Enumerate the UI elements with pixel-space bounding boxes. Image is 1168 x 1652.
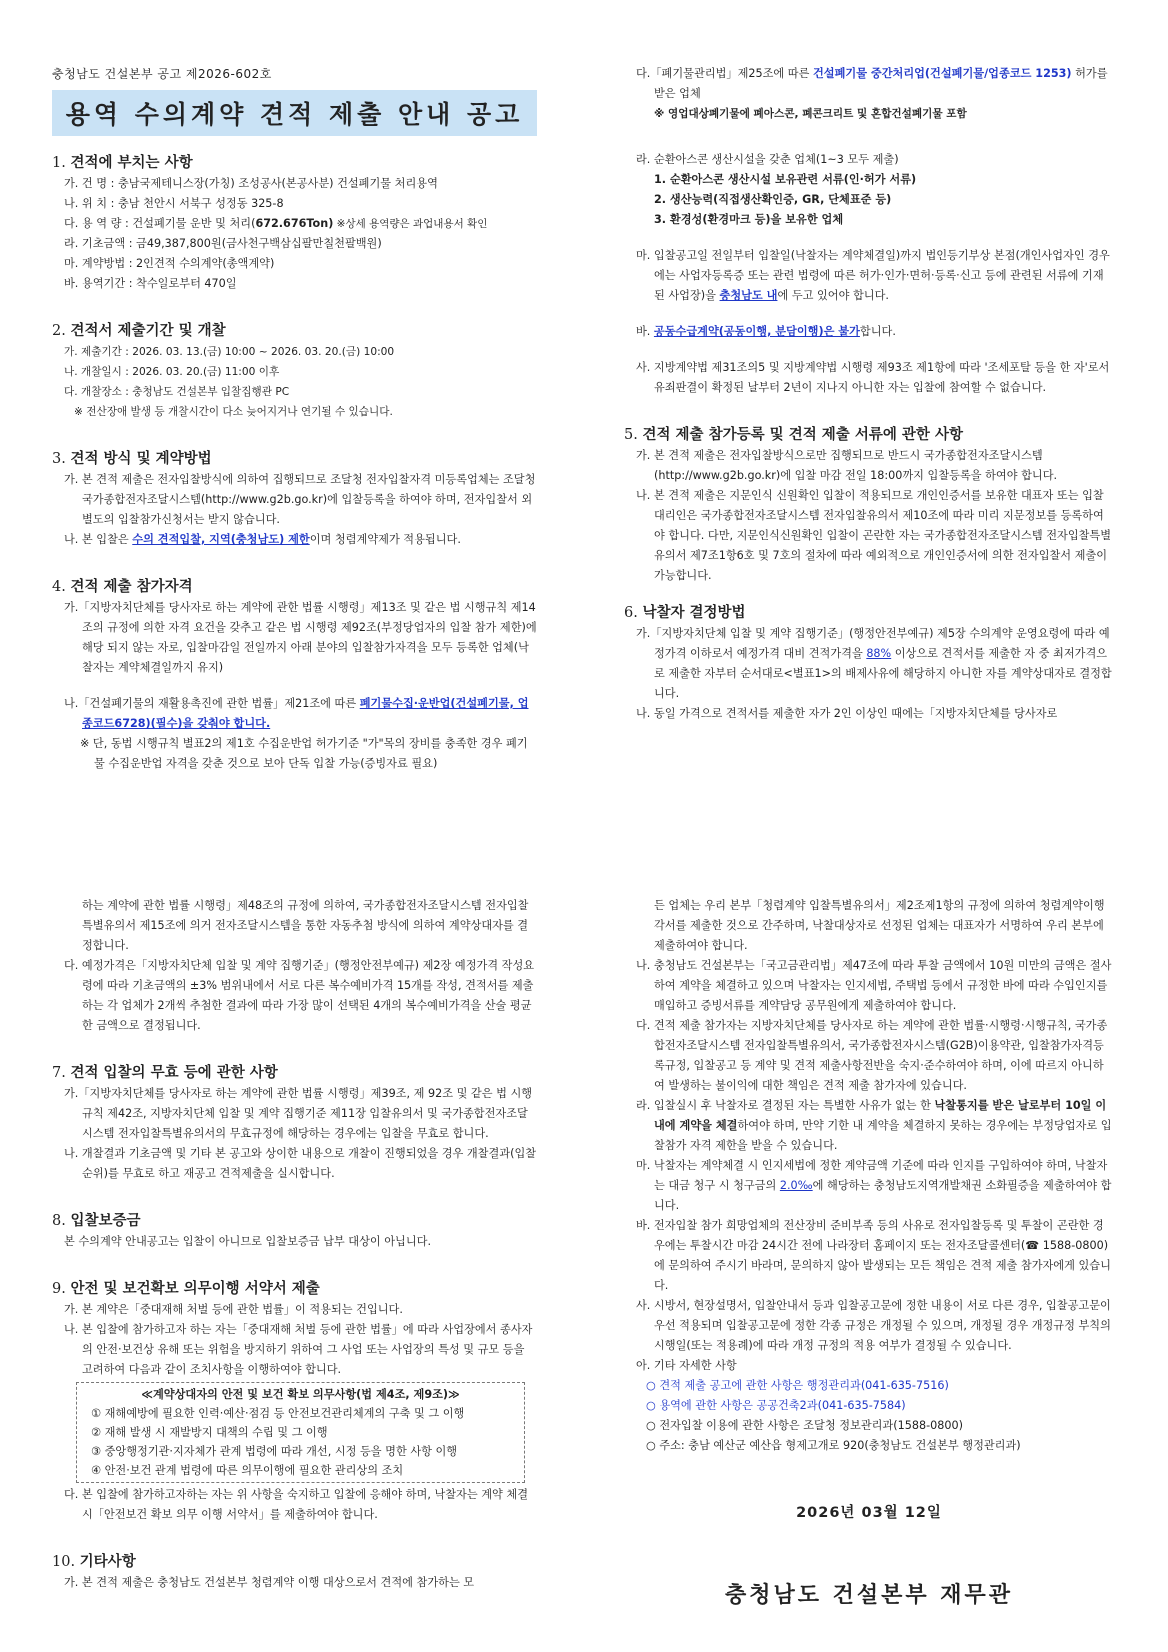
safety-item-4: ④ 안전·보건 관계 법령에 따른 의무이행에 필요한 관리상의 조치 — [91, 1464, 404, 1477]
s1-item-da: 다. 용 역 량 : 건설폐기물 운반 및 처리(672.676Ton) ※상세 용역량은 과업내용서 확인 — [64, 217, 488, 230]
s1-item-ma: 마. 계약방법 : 2인견적 수의계약(총액계약) — [64, 257, 275, 270]
s10-item-a: 아. 기타 자세한 사항 — [636, 1359, 737, 1372]
s4-item-ra: 라. 순환아스콘 생산시설을 갖춘 업체(1~3 모두 제출) — [636, 153, 899, 166]
s4-joint-link: 공동수급계약(공동이행, 분담이행)은 불가 — [653, 325, 860, 338]
s1-item-na: 나. 위 치 : 충남 천안시 서북구 성정동 325-8 — [64, 197, 284, 210]
notice-number: 충청남도 건설본부 공고 제2026-602호 — [52, 67, 272, 81]
safety-box-title: ≪계약상대자의 안전 및 보건 확보 의무사항(법 제4조, 제9조)≫ — [141, 1388, 460, 1401]
s4-ra-1: 1. 순환아스콘 생산시설 보유관련 서류(인·허가 서류) — [654, 173, 917, 186]
contact-service: ○ 용역에 관한 사항은 공공건축2과(041-635-7584) — [646, 1399, 906, 1412]
s10-bond-rate: 2.0‰ — [779, 1179, 813, 1192]
s4-item-ga: 가.「지방자치단체를 당사자로 하는 계약에 관한 법률 시행령」제13조 및 같은 법 시행규칙 제14조의 규정에 의한 자격 요건을 갖추고 같은 법 시행령 제92조(부정당업자의 입찰 참가 제한)에 해당 되지 않는 자로, 입찰마감일 전일까지 아래 분야의 입찰참가자격을 모두 등록한 업체(낙찰자는 계약체결일까지 유지) — [64, 601, 537, 674]
section-4-title: 4. 견적 제출 참가자격 — [52, 579, 193, 595]
s1-item-ra: 라. 기초금액 : 금49,387,800원(금사천구백삼십팔만칠천팔백원) — [64, 237, 382, 250]
s10-item-da: 다. 견적 제출 참가자는 지방자치단체를 당사자로 하는 계약에 관한 법률·시행령·시행규칙, 국가종합전자조달시스템 전자입찰특별유의서, 국가종합전자시스템(G2B)이용약관, 입찰참가자격등록규정, 입찰공고 등 계약 및 견적 제출사항전반을 숙지·준수하여야 하며, 이에 따르지 아니하여 발생하는 불이익에 대한 책임은 견적 제출 참가자에 있습니다. — [636, 1019, 1108, 1092]
s4-ra-3: 3. 환경성(환경마크 등)을 보유한 업체 — [654, 213, 844, 226]
section-5-title: 5. 견적 제출 참가등록 및 견적 제출 서류에 관한 사항 — [624, 427, 963, 443]
contact-notice: ○ 견적 제출 공고에 관한 사항은 행정관리과(041-635-7516) — [646, 1379, 949, 1392]
s4-note: ※ 단, 동법 시행규칙 별표2의 제1호 수집운반업 허가기준 "가"목의 장비를 충족한 경우 폐기물 수집운반업 자격을 갖춘 것으로 보아 단독 입찰 가능(증빙자료 필요) — [80, 737, 528, 770]
s3-item-ga: 가. 본 견적 제출은 전자입찰방식에 의하여 집행되므로 조달청 전자입찰자격 미등록업체는 조달청 국가종합전자조달시스템(http://www.g2b.go.kr)에 입찰등록을 하여야 하며, 전자입찰서 외 별도의 입찰참가신청서는 받지 않습니다. — [64, 473, 536, 526]
safety-item-3: ③ 중앙행정기관·지자체가 관계 법령에 따라 개선, 시정 등을 명한 사항 이행 — [91, 1445, 458, 1458]
section-2-title: 2. 견적서 제출기간 및 개찰 — [52, 323, 226, 339]
s1-item-ba: 바. 용역기간 : 착수일로부터 470일 — [64, 277, 237, 290]
section-8-title: 8. 입찰보증금 — [52, 1213, 141, 1229]
issue-date: 2026년 03월 12일 — [796, 1504, 942, 1521]
contact-address: ○ 주소: 충남 예산군 예산읍 형제고개로 920(충청남도 건설본부 행정관리과) — [646, 1439, 1021, 1452]
s1-item-ga: 가. 건 명 : 충남국제테니스장(가칭) 조성공사(본공사분) 건설폐기물 처리용역 — [64, 177, 438, 190]
s6-item-na-cont: 하는 계약에 관한 법률 시행령」제48조의 규정에 의하여, 국가종합전자조달시스템 전자입찰특별유의서 제15조에 의거 전자조달시스템을 통한 자동추첨 방식에 의하여 계약상대자를 결정합니다. — [82, 899, 529, 952]
s2-item-ga: 가. 제출기간 : 2026. 03. 13.(금) 10:00 ~ 2026. 03. 20.(금) 10:00 — [64, 346, 395, 358]
contact-ebid: ○ 전자입찰 이용에 관한 사항은 조달청 정보관리과(1588-0800) — [646, 1419, 963, 1432]
s6-item-na-start: 나. 동일 가격으로 견적서를 제출한 자가 2인 이상인 때에는「지방자치단체를 당사자로 — [636, 707, 1058, 720]
s10-item-ma: 마. 낙찰자는 계약체결 시 인지세법에 정한 계약금액 기준에 따라 인지를 구입하여야 하며, 낙찰자는 대금 청구 시 청구금의 2.0‰에 해당하는 충청남도지역개발채권 소화필증을 제출하여야 합니다. — [636, 1159, 1112, 1212]
s2-item-da: 다. 개찰장소 : 충청남도 건설본부 입찰집행관 PC — [64, 386, 290, 398]
s10-item-ga-start: 가. 본 견적 제출은 충청남도 건설본부 청렴계약 이행 대상으로서 견적에 참가하는 모 — [64, 1576, 475, 1589]
s9-item-na: 나. 본 입찰에 참가하고자 하는 자는「중대재해 처벌 등에 관한 법률」에 따라 사업장에서 종사자의 안전·보건상 유해 또는 위험을 방지하기 위하여 그 사업 또는 사업장의 특성 및 규모 등을 고려하여 다음과 같이 조치사항을 이행하여야 합니다. — [64, 1323, 533, 1376]
s2-item-na: 나. 개찰일시 : 2026. 03. 20.(금) 11:00 이후 — [64, 366, 280, 378]
s9-item-ga: 가. 본 계약은「중대재해 처벌 등에 관한 법률」이 적용되는 건입니다. — [64, 1303, 403, 1316]
s7-item-ga: 가.「지방자치단체를 당사자로 하는 계약에 관한 법률 시행령」제39조, 제 92조 및 같은 법 시행규칙 제42조, 지방자치단체 입찰 및 계약 집행기준 제11장 입찰유의서 및 국가종합전자조달시스템 전자입찰특별유의서의 무효규정에 해당하는 경우에는 입찰을 무효로 합니다. — [64, 1087, 533, 1140]
s4-ra-2: 2. 생산능력(직접생산확인증, GR, 단체표준 등) — [654, 193, 892, 206]
s10-item-ra: 라. 입찰실시 후 낙찰자로 결정된 자는 특별한 사유가 없는 한 낙찰통지를 받은 날로부터 10일 이내에 계약을 체결하여야 하며, 만약 기한 내 계약을 체결하지 못하는 경우에는 부정당업자로 입찰참가 자격 제한을 받을 수 있습니다. — [636, 1099, 1112, 1152]
s9-item-da: 다. 본 입찰에 참가하고자하는 자는 위 사항을 숙지하고 입찰에 응해야 하며, 낙찰자는 계약 체결 시「안전보건 확보 의무 이행 서약서」를 제출하여야 합니다. — [64, 1488, 529, 1521]
s7-item-na: 나. 개찰결과 기초금액 및 기타 본 공고와 상이한 내용으로 개찰이 진행되었을 경우 개찰결과(입찰순위)를 무효로 하고 재공고 견적제출을 실시합니다. — [64, 1147, 537, 1180]
s4-da-note: ※ 영업대상폐기물에 폐아스콘, 폐콘크리트 및 혼합건설폐기물 포함 — [654, 108, 967, 120]
s4-license-link: 폐기물수집·운반업(건설폐기물, 업종코드6728)(필수)을 갖춰야 합니다. — [82, 697, 529, 730]
section-9-title: 9. 안전 및 보건확보 의무이행 서약서 제출 — [52, 1281, 320, 1297]
top-left-column — [52, 64, 537, 774]
s10-item-ga-cont: 든 업체는 우리 본부「청렴계약 입찰특별유의서」제2조제1항의 규정에 의하여 청렴계약이행 각서를 제출한 것으로 간주하며, 낙찰대상자로 선정된 업체는 대표자가 서명하여 우리 본부에 제출하여야 합니다. — [654, 899, 1105, 952]
s4-region-link: 충청남도 내 — [719, 289, 778, 302]
safety-obligations-box — [76, 1382, 525, 1483]
top-right-column — [624, 64, 1114, 724]
s4-item-ma: 마. 입찰공고일 전일부터 입찰일(낙찰자는 계약체결일)까지 법인등기부상 본점(개인사업자인 경우에는 사업자등록증 또는 관련 법령에 따른 허가·인가·면허·등록·신고 등에 관련된 서류에 기재된 사업장)을 충청남도 내에 두고 있어야 합니다. — [636, 249, 1110, 302]
s3-item-na: 나. 본 입찰은 수의 견적입찰, 지역(충청남도) 제한이며 청렴계약제가 적용됩니다. — [64, 533, 461, 546]
s5-item-ga: 가. 본 견적 제출은 전자입찰방식으로만 집행되므로 반드시 국가종합전자조달시스템(http://www.g2b.go.kr)에 입찰 마감 전일 18:00까지 입찰등록을 하여야 합니다. — [636, 449, 1058, 482]
s4-item-sa: 사. 지방계약법 제31조의5 및 지방계약법 시행령 제93조 제1항에 따라 '조세포탈 등을 한 자'로서 유죄판결이 확정된 날부터 2년이 지나지 아니한 자는 입찰에 참여할 수 없습니다. — [636, 361, 1110, 394]
s3-restriction-link: 수의 견적입찰, 지역(충청남도) 제한 — [132, 533, 310, 546]
s4-item-ba: 바. 공동수급계약(공동이행, 분담이행)은 불가합니다. — [636, 325, 896, 338]
s4-midtreatment-link: 건설폐기물 중간처리업(건설폐기물/업종코드 1253) — [812, 67, 1072, 80]
issuer-name: 충청남도 건설본부 재무관 — [724, 1583, 1014, 1608]
section-7-title: 7. 견적 입찰의 무효 등에 관한 사항 — [52, 1065, 278, 1081]
section-6-title: 6. 낙찰자 결정방법 — [624, 605, 746, 621]
document-title: 용역 수의계약 견적 제출 안내 공고 — [52, 90, 537, 136]
s5-item-na: 나. 본 견적 제출은 지문인식 신원확인 입찰이 적용되므로 개인인증서를 보유한 대표자 또는 입찰대리인은 국가종합전자조달시스템 전자입찰유의서 제10조에 따라 미리 지문정보를 등록하여야 합니다. 다만, 지문인식신원확인 입찰이 곤란한 자는 국가종합전자조달시스템 전자입찰특별유의서 제7조1항6호 및 7호의 절차에 따라 예외적으로 개인인증서에 의한 전자입찰서 제출이 가능합니다. — [636, 489, 1112, 582]
bottom-right-column — [624, 896, 1114, 1631]
safety-item-1: ① 재해예방에 필요한 인력·예산·점검 등 안전보건관리체계의 구축 및 그 이행 — [91, 1407, 465, 1420]
s4-item-na: 나.「건설폐기물의 재활용촉진에 관한 법률」제21조에 따른 폐기물수집·운반업(건설폐기물, 업종코드6728)(필수)을 갖춰야 합니다. — [64, 697, 529, 730]
s8-body: 본 수의계약 안내공고는 입찰이 아니므로 입찰보증금 납부 대상이 아닙니다. — [64, 1235, 432, 1248]
s10-item-sa: 사. 시방서, 현장설명서, 입찰안내서 등과 입찰공고문에 정한 내용이 서로 다른 경우, 입찰공고문이 우선 적용되며 입찰공고문에 정한 각종 규정은 개정될 수 있으며, 개정될 경우 개정규정 부칙의 시행일(또는 적용례)에 따라 개정 규정의 적용 여부가 결정될 수 있습니다. — [636, 1299, 1111, 1352]
bottom-left-column — [52, 896, 537, 1593]
s4-item-da: 다.「폐기물관리법」제25조에 따른 건설폐기물 중간처리업(건설폐기물/업종코드 1253) 허가를 받은 업체 — [636, 67, 1108, 100]
s10-item-na: 나. 충청남도 건설본부는「국고금관리법」제47조에 따라 투찰 금액에서 10원 미만의 금액은 절사하여 계약을 체결하고 있으며 낙찰자는 인지세법, 주택법 등에서 규정한 바에 따라 수입인지를 매입하고 증빙서류를 계약담당 공무원에게 제출하여야 합니다. — [636, 959, 1112, 1012]
section-10-title: 10. 기타사항 — [52, 1554, 136, 1570]
s6-item-da: 다. 예정가격은「지방자치단체 입찰 및 계약 집행기준」(행정안전부예규) 제2장 예정가격 작성요령에 따라 기초금액의 ±3% 범위내에서 서로 다른 복수예비가격 15개를 작성, 견적서를 제출하는 각 업체가 2개씩 추첨한 결과에 따라 가장 많이 선택된 4개의 복수예비가격을 산술 평균한 금액으로 결정됩니다. — [64, 959, 535, 1032]
s6-rate: 88% — [866, 647, 892, 660]
s10-item-ba: 바. 전자입찰 참가 희망업체의 전산장비 준비부족 등의 사유로 전자입찰등록 및 투찰이 곤란한 경우에는 투찰시간 마감 24시간 전에 나라장터 홈페이지 또는 전자조달콜센터(☎ 1588-0800)에 문의하여 주시기 바라며, 문의하지 않아 발생되는 모든 책임은 견적 제출 참가자에게 있습니다. — [636, 1219, 1111, 1292]
safety-item-2: ② 재해 발생 시 재발방지 대책의 수립 및 그 이행 — [91, 1426, 328, 1439]
section-3-title: 3. 견적 방식 및 계약방법 — [52, 451, 212, 467]
section-1-title: 1. 견적에 부치는 사항 — [52, 155, 193, 171]
s6-item-ga: 가.「지방자치단체 입찰 및 계약 집행기준」(행정안전부예규) 제5장 수의계약 운영요령에 따라 예정가격 이하로서 예정가격 대비 견적가격을 88% 이상으로 견적서를 제출한 자 중 최저가격으로 제출한 자부터 순서대로<별표1>의 배제사유에 해당하지 아니한 자를 계약상대자로 결정합니다. — [636, 627, 1112, 700]
s2-note: ※ 전산장애 발생 등 개찰시간이 다소 늦어지거나 연기될 수 있습니다. — [74, 406, 393, 418]
